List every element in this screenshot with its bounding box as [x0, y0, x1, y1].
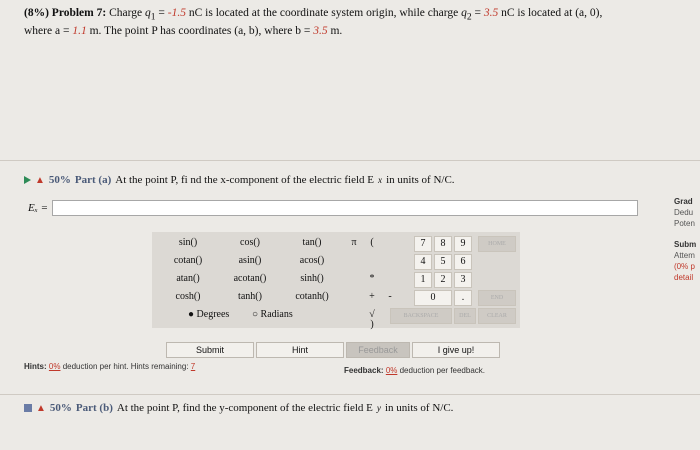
- cos-button[interactable]: cos(): [240, 237, 260, 248]
- degrees-radio[interactable]: ● Degrees: [188, 309, 230, 320]
- feedback-button[interactable]: Feedback: [346, 342, 410, 358]
- key-6[interactable]: 6: [454, 254, 472, 270]
- feedback-row: [344, 366, 485, 375]
- backspace-button[interactable]: BACKSPACE: [390, 308, 452, 324]
- feedback-label: Feedback:: [344, 366, 384, 375]
- detail-link[interactable]: detail: [674, 273, 694, 282]
- key-5[interactable]: 5: [434, 254, 452, 270]
- problem-statement: [24, 6, 684, 38]
- hints-percent: 0%: [48, 362, 61, 371]
- give-up-button[interactable]: I give up!: [412, 342, 500, 358]
- problem-points: (8%): [24, 7, 49, 19]
- part-a-sub: x: [378, 175, 383, 185]
- part-a-units: in units of N/C.: [386, 174, 455, 186]
- hint-button[interactable]: Hint: [256, 342, 344, 358]
- key-dot[interactable]: .: [454, 290, 472, 306]
- part-b-units: in units of N/C.: [384, 402, 454, 414]
- problem-text-2: nC is located at the coordinate system origin, while charge: [188, 7, 459, 19]
- q1-value: -1.5: [167, 7, 186, 19]
- equals: =: [158, 7, 165, 19]
- feedback-text: deduction per feedback.: [399, 366, 486, 375]
- radians-radio[interactable]: ○ Radians: [252, 309, 293, 320]
- tan-button[interactable]: tan(): [302, 237, 322, 248]
- del-button[interactable]: DEL: [454, 308, 476, 324]
- equals-2: =: [474, 7, 481, 19]
- degrees-label: Degrees: [196, 309, 230, 320]
- key-1[interactable]: 1: [414, 272, 432, 288]
- part-b-label: Part (b): [75, 402, 113, 414]
- b-value: 3.5: [313, 25, 328, 38]
- warning-icon-b: ▲: [36, 402, 46, 414]
- feedback-percent: 0%: [385, 366, 398, 375]
- part-b-header[interactable]: [24, 402, 453, 414]
- clear-button[interactable]: CLEAR: [478, 308, 516, 324]
- home-button[interactable]: HOME: [478, 236, 516, 252]
- part-b-question: At the point P, find the y-component of the electric field E: [116, 402, 373, 414]
- problem-line2-a: where a =: [24, 25, 70, 38]
- section-divider: [0, 160, 700, 161]
- asin-button[interactable]: asin(): [238, 255, 262, 266]
- section-divider-2: [0, 394, 700, 395]
- hints-text: deduction per hint. Hints remaining:: [62, 362, 189, 371]
- key-4[interactable]: 4: [414, 254, 432, 270]
- submit-button[interactable]: Submit: [166, 342, 254, 358]
- cosh-button[interactable]: cosh(): [175, 291, 201, 302]
- submissions-label: Subm: [674, 240, 697, 249]
- sqrt-button[interactable]: √: [369, 309, 375, 320]
- acos-button[interactable]: acos(): [299, 255, 325, 266]
- key-3[interactable]: 3: [454, 272, 472, 288]
- sin-button[interactable]: sin(): [178, 237, 198, 248]
- key-8[interactable]: 8: [434, 236, 452, 252]
- problem-line2-b: m. The point P has coordinates (a, b), where b =: [89, 25, 311, 38]
- attempts-label: Attem: [674, 251, 695, 260]
- part-b-percent: 50%: [49, 402, 72, 414]
- part-a-header[interactable]: [24, 174, 455, 186]
- problem-text-3: nC is located at (a, 0),: [501, 7, 603, 19]
- q2-sub: 2: [466, 11, 472, 23]
- minus-button[interactable]: -: [388, 291, 392, 302]
- pi-button[interactable]: π: [351, 237, 357, 248]
- times-button[interactable]: *: [369, 273, 375, 284]
- cotanh-button[interactable]: cotanh(): [295, 291, 329, 302]
- part-b-sub: y: [376, 403, 381, 413]
- answer-input[interactable]: [52, 200, 638, 216]
- key-9[interactable]: 9: [454, 236, 472, 252]
- part-b-collapse-icon[interactable]: [24, 404, 32, 412]
- plus-button[interactable]: +: [369, 291, 375, 302]
- radians-label: Radians: [260, 309, 293, 320]
- problem-line2-c: m.: [330, 25, 343, 38]
- zero-deduction: (0% p: [674, 262, 695, 271]
- hints-row: [24, 362, 195, 371]
- part-a-label: Part (a): [74, 174, 112, 186]
- sinh-button[interactable]: sinh(): [300, 273, 324, 284]
- hints-label: Hints:: [24, 362, 47, 371]
- tanh-button[interactable]: tanh(): [238, 291, 262, 302]
- problem-label: Problem 7:: [51, 7, 107, 19]
- q1-symbol: q: [144, 7, 151, 19]
- ex-label: Eₓ =: [28, 202, 49, 214]
- part-a-question: At the point P, fi nd the x-component of the electric field E: [115, 174, 374, 186]
- keypad: [152, 232, 520, 328]
- key-0[interactable]: 0: [414, 290, 452, 306]
- answer-row: [28, 200, 638, 216]
- key-7[interactable]: 7: [414, 236, 432, 252]
- close-paren-button[interactable]: ): [370, 319, 374, 330]
- q2-value: 3.5: [483, 7, 499, 19]
- potential-label: Poten: [674, 219, 695, 228]
- acotan-button[interactable]: acotan(): [233, 273, 267, 284]
- grade-summary: [674, 196, 696, 283]
- end-button[interactable]: END: [478, 290, 516, 306]
- warning-icon: ▲: [35, 174, 45, 186]
- q2-symbol: q: [461, 7, 467, 19]
- hints-remaining: 7: [190, 362, 196, 371]
- cotan-button[interactable]: cotan(): [173, 255, 203, 266]
- open-paren-button[interactable]: (: [370, 237, 374, 248]
- key-2[interactable]: 2: [434, 272, 452, 288]
- expand-triangle-icon[interactable]: [24, 176, 31, 184]
- q1-sub: 1: [150, 11, 156, 23]
- problem-text: Charge: [109, 7, 143, 19]
- atan-button[interactable]: atan(): [176, 273, 200, 284]
- part-a-percent: 50%: [48, 174, 71, 186]
- grade-label: Grad: [674, 197, 693, 206]
- a-value: 1.1: [72, 25, 87, 38]
- deduction-label: Dedu: [674, 208, 694, 217]
